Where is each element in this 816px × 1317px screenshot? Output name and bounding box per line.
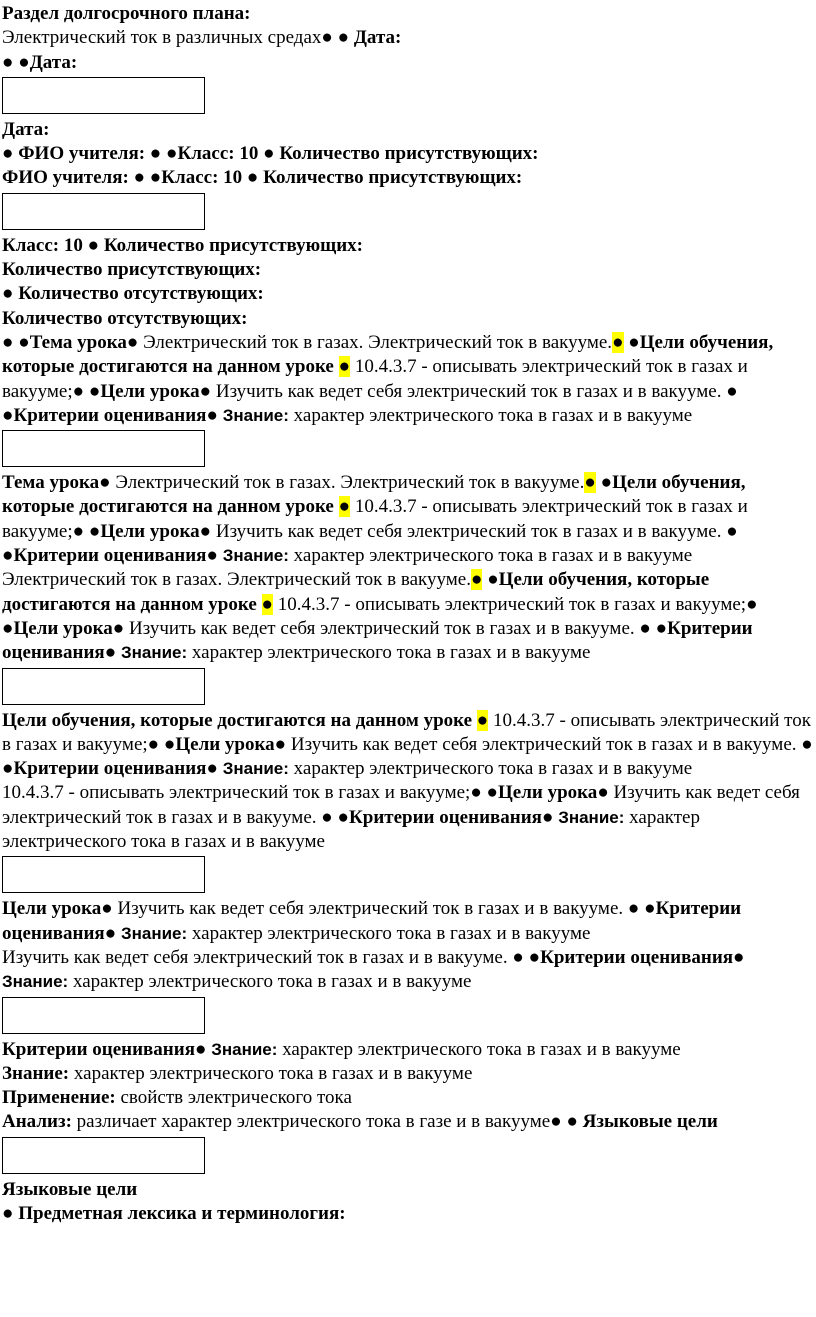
lesson-paragraph-1: ● ●Тема урока● Электрический ток в газах. Электрический ток в вакууме.● ●Цели обучения, которые достигаются на данном уроке ● 10.4.3.7 - описывать электрический ток в газах и вакууме;● ●Цели урока● Изучить как ведет себя электрический ток в газах и в вакууме. ● ●Критерии оценивания● Знание: характер электрического тока в газах и в вакууме	[2, 331, 774, 426]
class-line: Класс: 10 ● Количество присутствующих:	[2, 234, 363, 256]
knowledge-line: Знание: характер электрического тока в газах и в вакууме	[2, 1062, 473, 1084]
analysis-line: Анализ: различает характер электрического тока в газе и в вакууме● ● Языковые цели	[2, 1111, 718, 1133]
present-line: Количество присутствующих:	[2, 259, 262, 281]
lesson-paragraph-3: Электрический ток в газах. Электрический ток в вакууме.● ●Цели обучения, которые достигаются на данном уроке ● 10.4.3.7 - описывать электрический ток в газах и вакууме;● ●Цели урока● Изучить как ведет себя электрический ток в газах и в вакууме. ● ●Критерии оценивания● Знание: характер электрического тока в газах и в вакууме	[2, 569, 758, 664]
subject-vocabulary-line: ● Предметная лексика и терминология:	[2, 1202, 346, 1224]
plan-section-line: Электрический ток в различных средах● ● Дата:	[2, 27, 402, 49]
language-goals-heading: Языковые цели	[2, 1178, 138, 1200]
lesson-goals-paragraph-2: Изучить как ведет себя электрический ток в газах и в вакууме. ● ●Критерии оценивания● Знание: характер электрического тока в газах и в вакууме	[2, 946, 745, 993]
goals-paragraph-1: Цели обучения, которые достигаются на данном уроке ● 10.4.3.7 - описывать электрический ток в газах и вакууме;● ●Цели урока● Изучить как ведет себя электрический ток в газах и в вакууме. ● ●Критерии оценивания● Знание: характер электрического тока в газах и в вакууме	[2, 709, 813, 780]
input-box-6[interactable]	[2, 997, 205, 1034]
date-line: ● ●Дата:	[2, 51, 78, 73]
input-box-2[interactable]	[2, 193, 205, 230]
input-box-5[interactable]	[2, 856, 205, 893]
teacher-line-1: ● ФИО учителя: ● ●Класс: 10 ● Количество присутствующих:	[2, 143, 539, 165]
input-box-1[interactable]	[2, 77, 205, 114]
input-box-3[interactable]	[2, 430, 205, 467]
plan-section-heading: Раздел долгосрочного плана:	[2, 3, 251, 24]
goals-paragraph-2: 10.4.3.7 - описывать электрический ток в газах и вакууме;● ●Цели урока● Изучить как ведет себя электрический ток в газах и в вакууме. ● ●Критерии оценивания● Знание: характер электрического тока в газах и в вакууме	[2, 782, 800, 853]
criteria-line: Критерии оценивания● Знание: характер электрического тока в газах и в вакууме	[2, 1038, 681, 1060]
lesson-goals-paragraph-1: Цели урока● Изучить как ведет себя электрический ток в газах и в вакууме. ● ●Критерии оценивания● Знание: характер электрического тока в газах и в вакууме	[2, 898, 742, 944]
absent-line-2: Количество отсутствующих:	[2, 307, 248, 329]
date-heading: Дата:	[2, 118, 50, 140]
absent-line-1: ● Количество отсутствующих:	[2, 283, 264, 305]
application-line: Применение: свойств электрического тока	[2, 1087, 352, 1109]
teacher-line-2: ФИО учителя: ● ●Класс: 10 ● Количество присутствующих:	[2, 167, 523, 189]
input-box-4[interactable]	[2, 668, 205, 705]
input-box-7[interactable]	[2, 1137, 205, 1174]
lesson-paragraph-2: Тема урока● Электрический ток в газах. Электрический ток в вакууме.● ●Цели обучения, которые достигаются на данном уроке ● 10.4.3.7 - описывать электрический ток в газах и вакууме;● ●Цели урока● Изучить как ведет себя электрический ток в газах и в вакууме. ● ●Критерии оценивания● Знание: характер электрического тока в газах и в вакууме	[2, 472, 748, 567]
